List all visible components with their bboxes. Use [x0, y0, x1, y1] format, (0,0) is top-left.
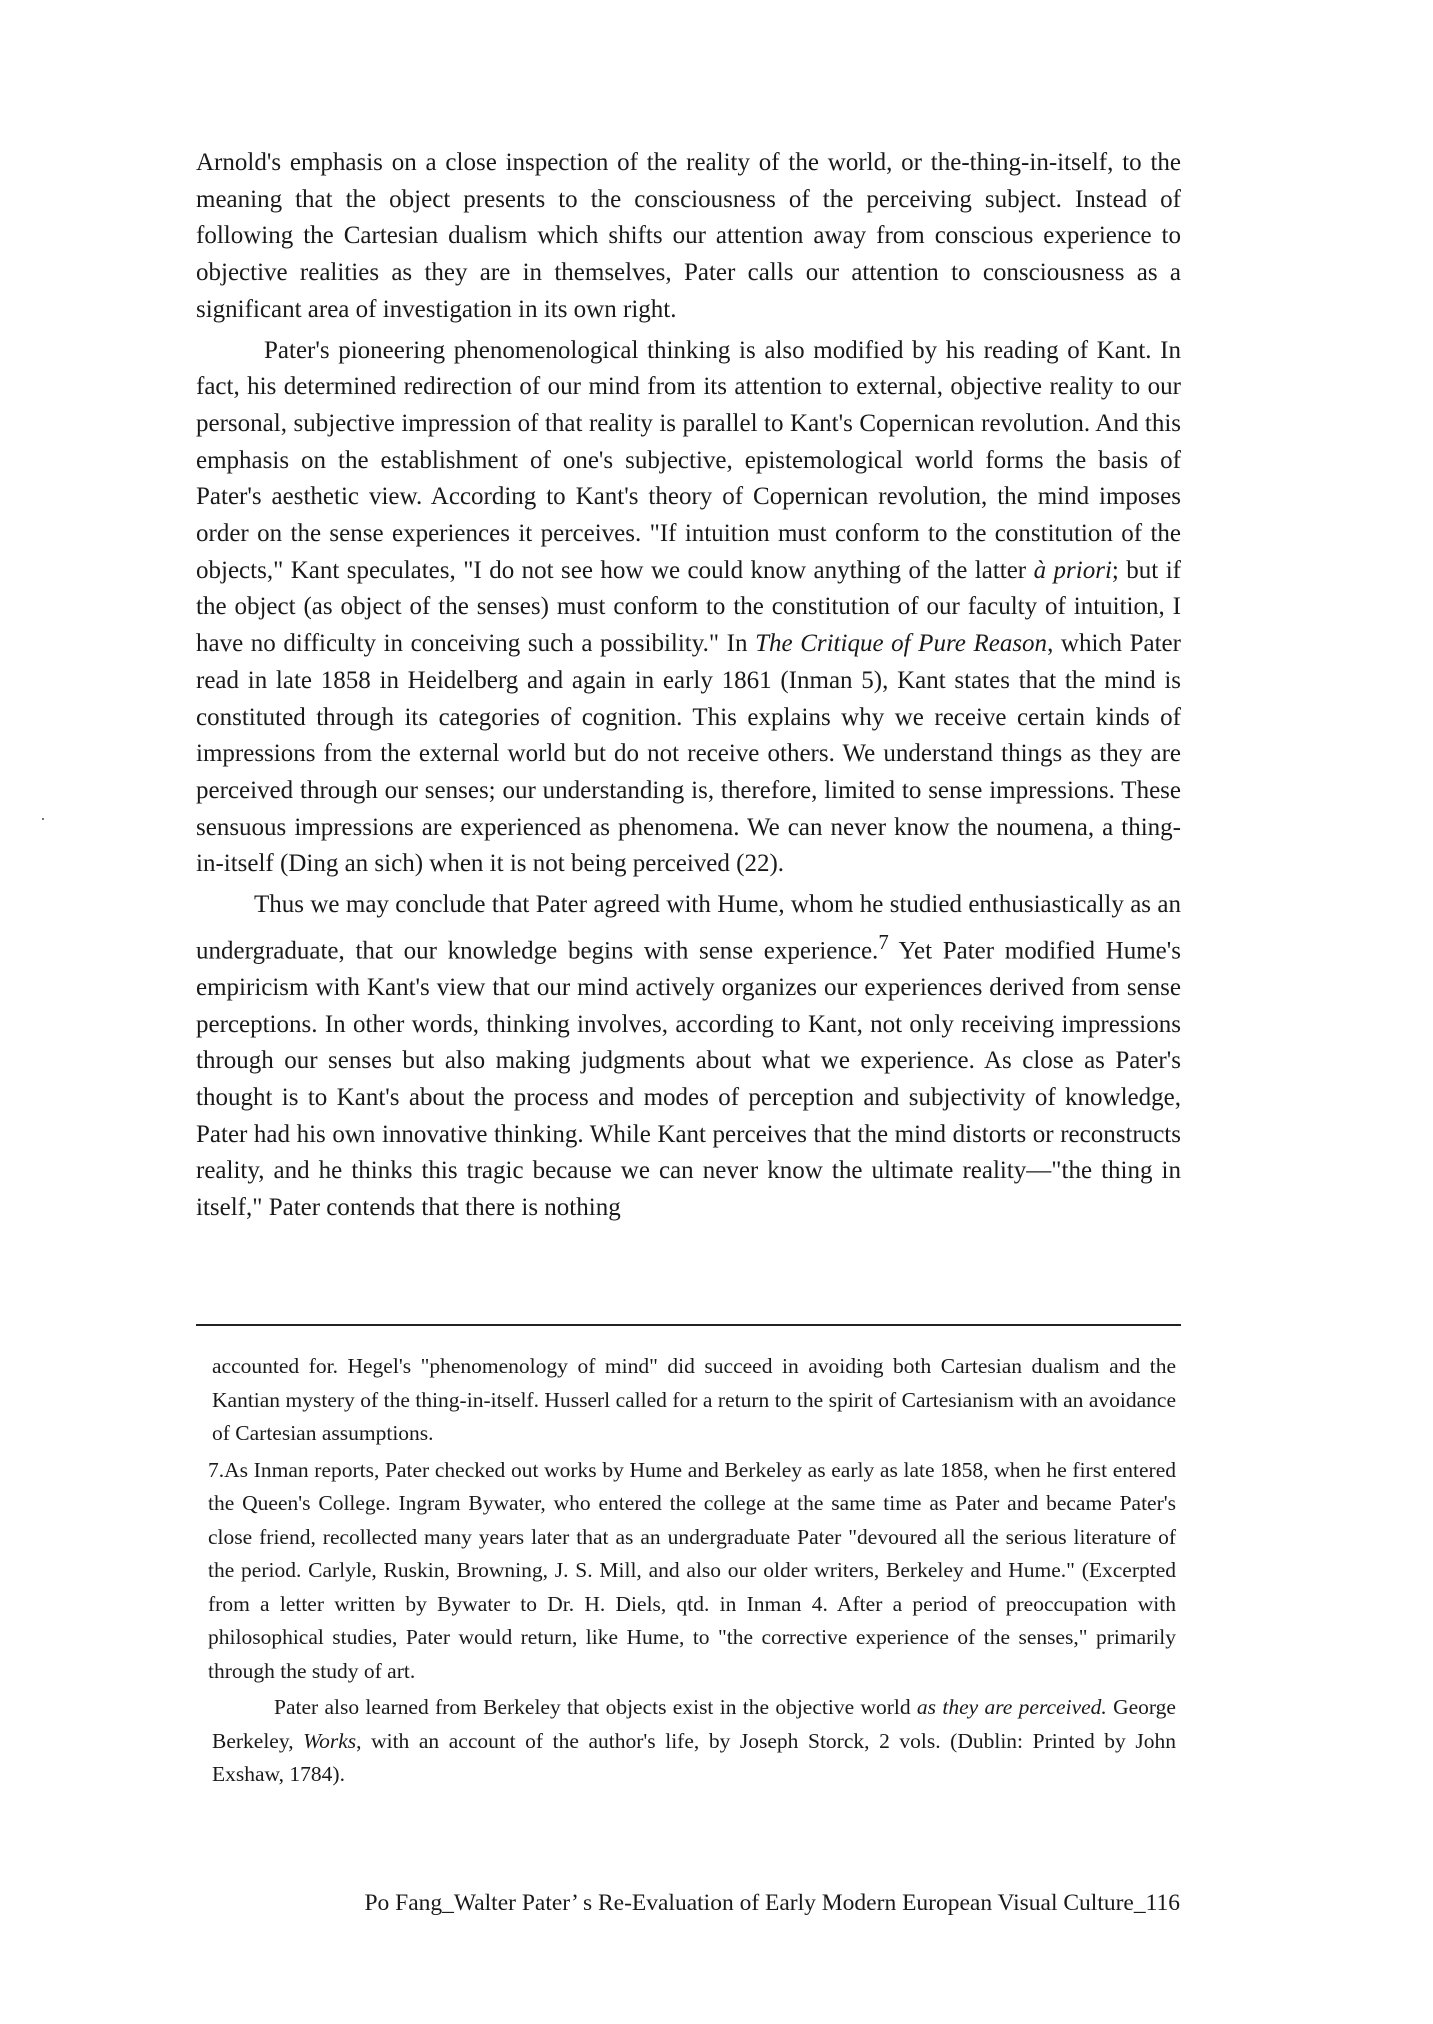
- footnote-ref-7: 7: [878, 929, 889, 954]
- paragraph-1: Arnold's emphasis on a close inspection of the reality of the world, or the-thing-in-itself, to the meaning that the object presents to the consciousness of the perceiving subject. Instead of following the Cartesian dualism which shifts our attention away from conscious experience to objective realities as they are in themselves, Pater calls our attention to consciousness as a significant area of investigation in its own right.: [196, 149, 1181, 323]
- running-footer: Po Fang_Walter Pater’ s Re-Evaluation of Early Modern European Visual Culture_116: [364, 1890, 1180, 1916]
- footnote-divider: [196, 1324, 1181, 1326]
- emphasis-as-perceived: as they are perceived.: [916, 1695, 1107, 1719]
- emphasis-a-priori: à priori: [1033, 556, 1112, 584]
- book-title-works: Works: [303, 1728, 357, 1753]
- footnotes: [208, 1350, 1176, 1795]
- footnote-continuation: accounted for. Hegel's "phenomenology of mind" did succeed in avoiding both Cartesian dualism and the Kantian mystery of the thing-in-itself. Husserl called for a return to the spirit of Cartesianism with an avoidance of Cartesian assumptions.: [212, 1354, 1176, 1445]
- paragraph-3: Thus we may conclude that Pater agreed with Hume, whom he studied enthusiastically as an undergraduate, that our knowledge begins with sense experience.$^7$ Yet Pater modified Hume's empiricism with Kant's view that our mind actively organizes our experiences derived from sense perceptions. In other words, thinking involves, according to Kant, not only receiving impressions through our senses but also making judgments about what we experience. As close as Pater's thought is to Kant's about the process and modes of perception and subjectivity of knowledge, Pater had his own innovative thinking. While Kant perceives that the mind distorts or reconstructs reality, and he thinks this tragic because we can never know the ultimate reality—"the thing in itself," Pater contends that there is nothing: [196, 891, 1182, 1222]
- body-text: [196, 145, 1181, 1231]
- paragraph-2: Pater's pioneering phenomenological thinking is also modified by his reading of Kant. In fact, his determined redirection of our mind from its attention to external, objective reality to our personal, subjective impression of that reality is parallel to Kant's Copernican revolution. And this emphasis on the establishment of one's subjective, epistemological world forms the basis of Pater's aesthetic view. According to Kant's theory of Copernican revolution, the mind imposes order on the sense experiences it perceives. "If intuition must conform to the constitution of the objects," Kant speculates, "I do not see how we could know anything of the latter à priori; but if the object (as object of the senses) must conform to the constitution of our faculty of intuition, I have no difficulty in conceiving such a possibility." In The Critique of Pure Reason, which Pater read in late 1858 in Heidelberg and again in early 1861 (Inman 5), Kant states that the mind is constituted through its categories of cognition. This explains why we receive certain kinds of impressions from the external world but do not receive others. We understand things as they are perceived through our senses; our understanding is, therefore, limited to sense impressions. These sensuous impressions are experienced as phenomena. We can never know the noumena, a thing-in-itself (Ding an sich) when it is not being perceived (22).: [196, 336, 1181, 878]
- book-title-critique: The Critique of Pure Reason: [755, 630, 1048, 658]
- footnote-7-paragraph-2: Pater also learned from Berkeley that objects exist in the objective world as they are perceived. George Berkeley, Works, with an account of the author's life, by Joseph Storck, 2 vols. (Dublin: Printed by John Exshaw, 1784).: [212, 1695, 1176, 1786]
- scan-speck: [42, 818, 44, 820]
- footnote-7: 7.As Inman reports, Pater checked out works by Hume and Berkeley as early as late 1858, when he first entered the Queen's College. Ingram Bywater, who entered the college at the same time as Pater and became Pater's close friend, recollected many years later that as an undergraduate Pater "devoured all the serious literature of the period. Carlyle, Ruskin, Browning, J. S. Mill, and also our older writers, Berkeley and Hume." (Excerpted from a letter written by Bywater to Dr. H. Diels, qtd. in Inman 4. After a period of preoccupation with philosophical studies, Pater would return, like Hume, to "the corrective experience of the senses," primarily through the study of art.: [208, 1457, 1176, 1683]
